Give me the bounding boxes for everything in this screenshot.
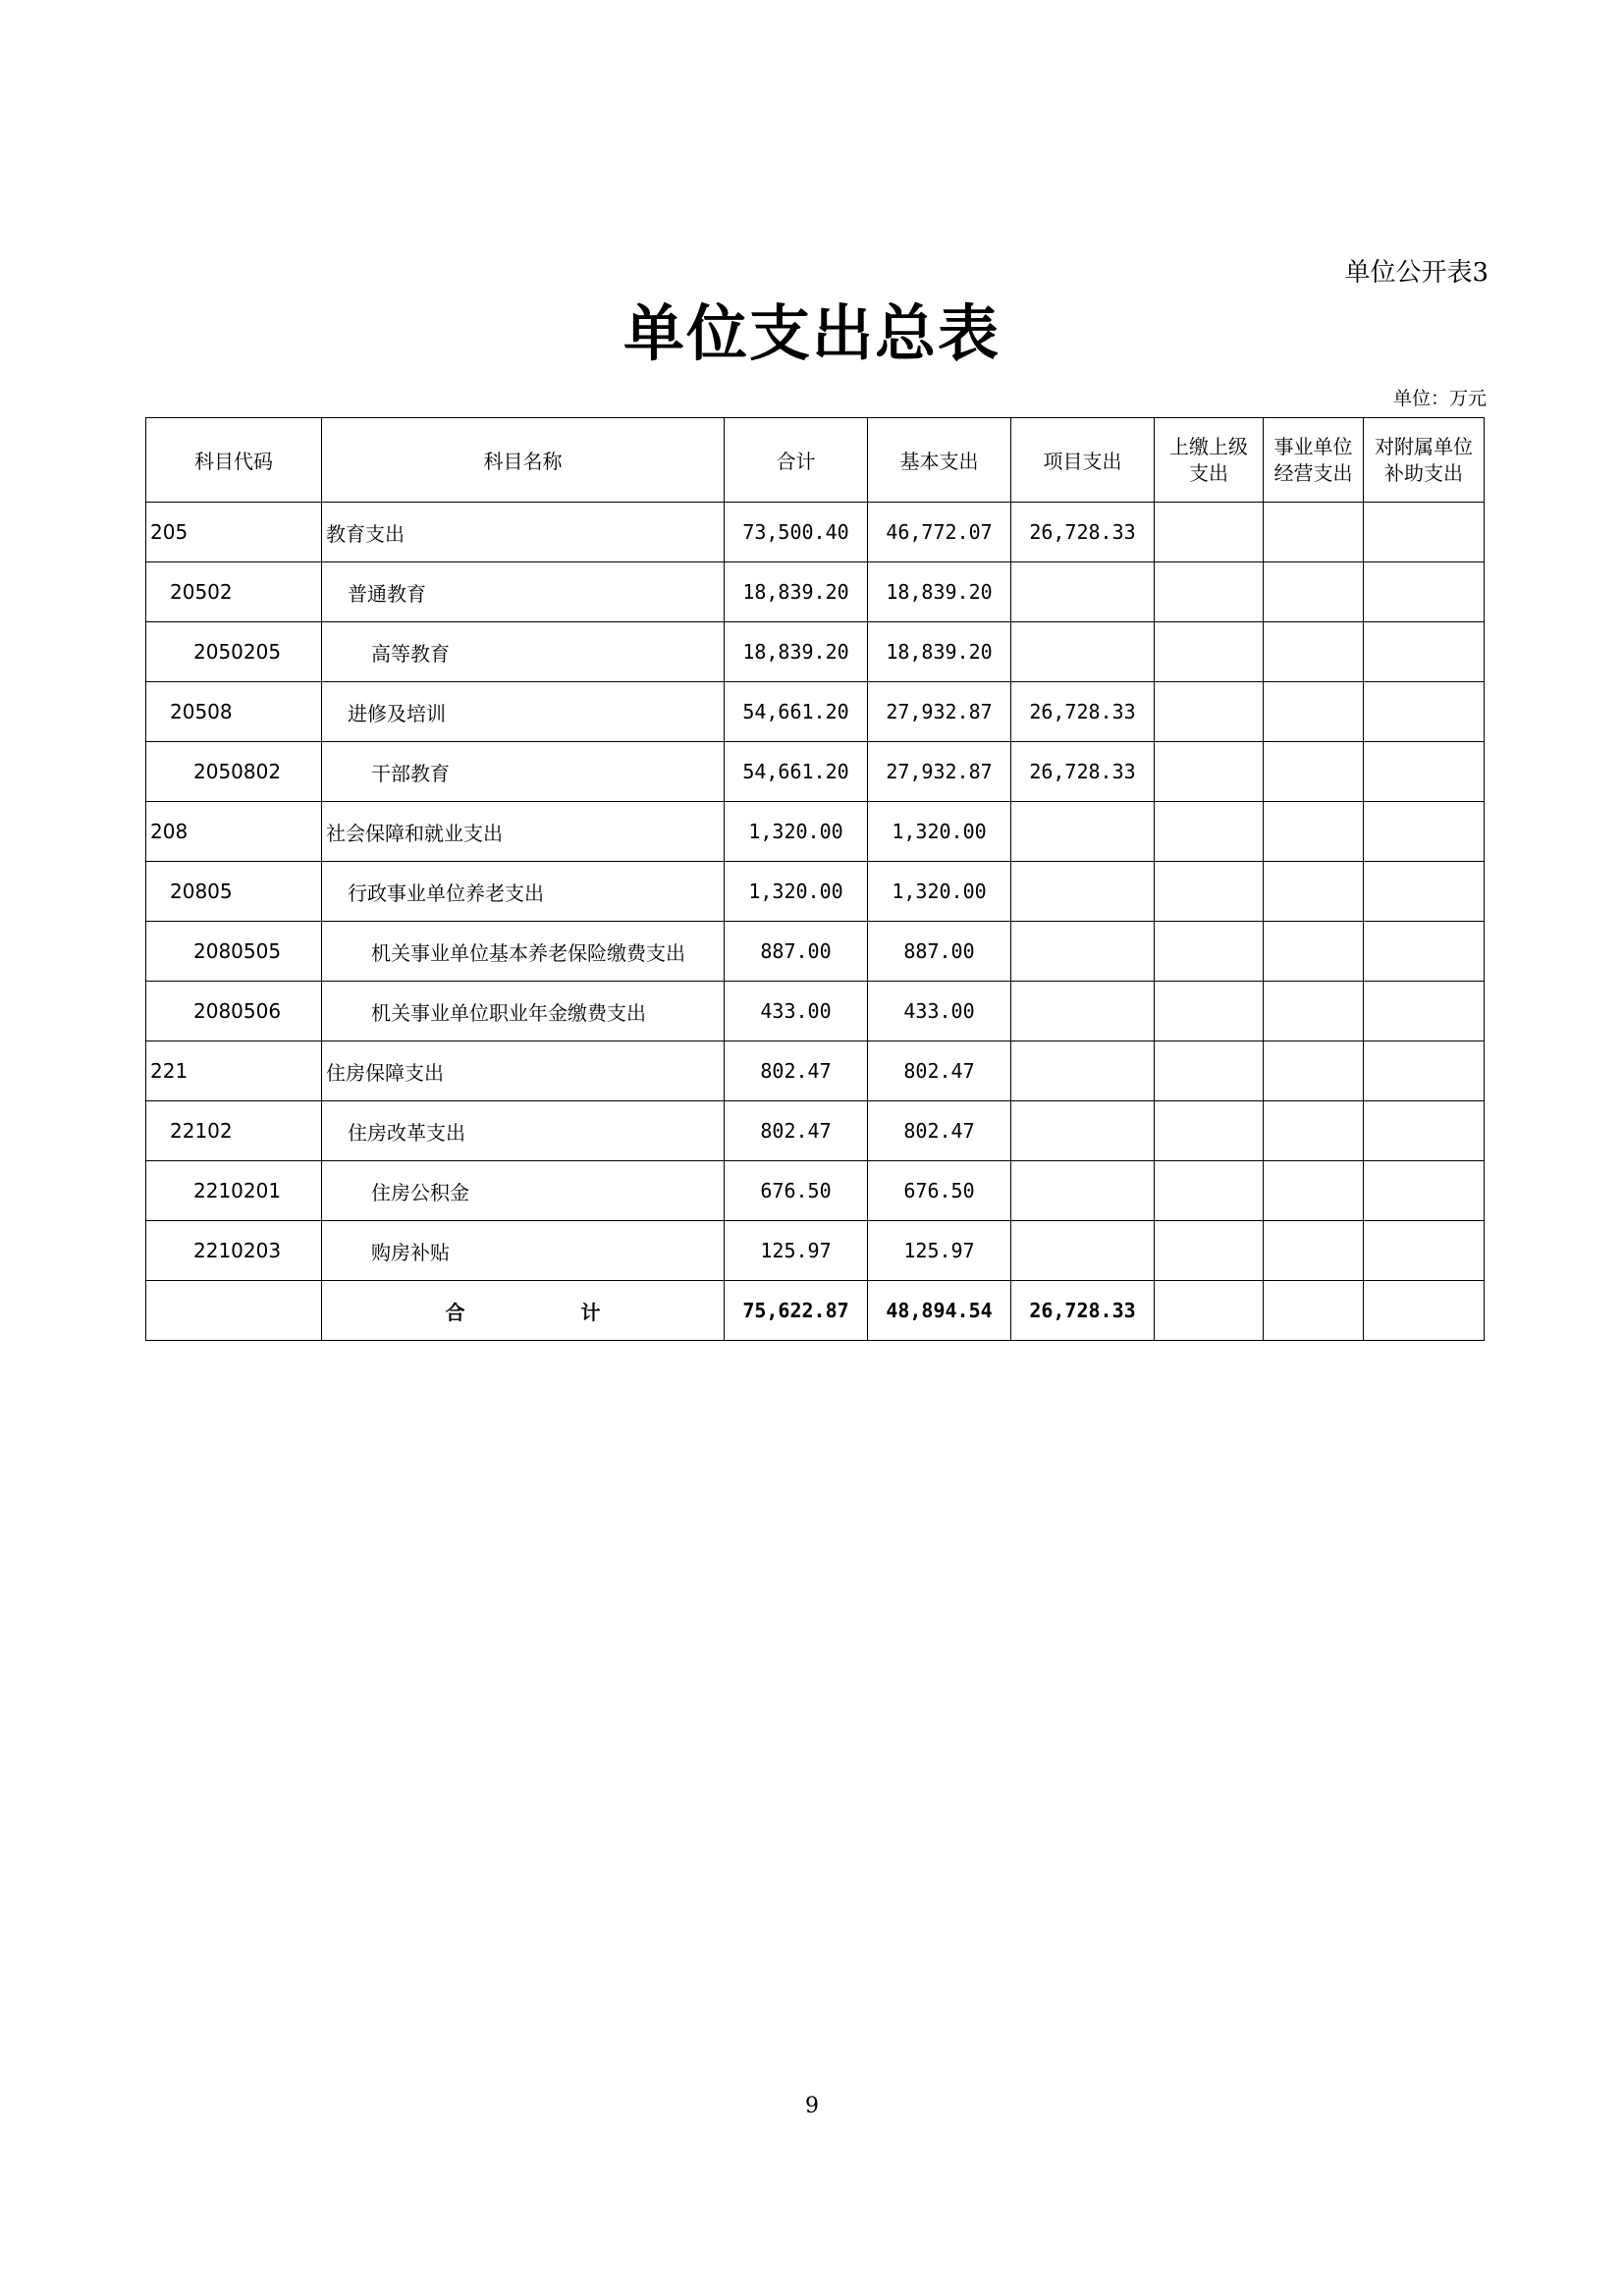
cell-name: 购房补贴 <box>322 1221 725 1281</box>
cell-basic: 125.97 <box>868 1221 1011 1281</box>
cell-code: 2080505 <box>146 922 322 982</box>
header-subsidy: 对附属单位 补助支出 <box>1364 418 1485 503</box>
cell-name: 教育支出 <box>322 503 725 562</box>
cell-upper <box>1155 622 1264 682</box>
cell-code: 2210201 <box>146 1161 322 1221</box>
cell-name: 机关事业单位基本养老保险缴费支出 <box>322 922 725 982</box>
cell-project <box>1011 1161 1155 1221</box>
cell-project: 26,728.33 <box>1011 742 1155 802</box>
cell-subsidy <box>1364 682 1485 742</box>
cell-business <box>1264 862 1364 922</box>
cell-upper <box>1155 1101 1264 1161</box>
cell-business <box>1264 982 1364 1041</box>
expenditure-table <box>145 417 1485 1341</box>
cell-code: 2210203 <box>146 1221 322 1281</box>
cell-subsidy <box>1364 742 1485 802</box>
cell-business <box>1264 1101 1364 1161</box>
total-cell-basic: 48,894.54 <box>868 1281 1011 1341</box>
table-row <box>146 1101 1485 1161</box>
cell-total: 676.50 <box>725 1161 868 1221</box>
unit-label: 单位：万元 <box>1392 388 1487 409</box>
cell-basic: 27,932.87 <box>868 742 1011 802</box>
total-cell-code <box>146 1281 322 1341</box>
table-row <box>146 682 1485 742</box>
cell-subsidy <box>1364 802 1485 862</box>
cell-total: 125.97 <box>725 1221 868 1281</box>
header-code: 科目代码 <box>146 418 322 503</box>
cell-upper <box>1155 862 1264 922</box>
cell-code: 208 <box>146 802 322 862</box>
cell-basic: 802.47 <box>868 1101 1011 1161</box>
cell-code: 221 <box>146 1041 322 1101</box>
cell-business <box>1264 503 1364 562</box>
cell-code: 2050802 <box>146 742 322 802</box>
cell-code: 20502 <box>146 562 322 622</box>
cell-code: 2050205 <box>146 622 322 682</box>
cell-business <box>1264 622 1364 682</box>
cell-basic: 887.00 <box>868 922 1011 982</box>
cell-total: 54,661.20 <box>725 682 868 742</box>
cell-total: 73,500.40 <box>725 503 868 562</box>
cell-subsidy <box>1364 922 1485 982</box>
cell-name: 进修及培训 <box>322 682 725 742</box>
cell-business <box>1264 1161 1364 1221</box>
cell-project <box>1011 562 1155 622</box>
cell-upper <box>1155 562 1264 622</box>
cell-business <box>1264 1221 1364 1281</box>
cell-subsidy <box>1364 982 1485 1041</box>
cell-name: 住房保障支出 <box>322 1041 725 1101</box>
cell-code: 2080506 <box>146 982 322 1041</box>
total-row <box>146 1281 1485 1341</box>
cell-total: 802.47 <box>725 1041 868 1101</box>
cell-project <box>1011 862 1155 922</box>
table-row <box>146 1161 1485 1221</box>
cell-project <box>1011 1101 1155 1161</box>
cell-basic: 27,932.87 <box>868 682 1011 742</box>
table-row <box>146 622 1485 682</box>
cell-total: 54,661.20 <box>725 742 868 802</box>
cell-upper <box>1155 1161 1264 1221</box>
page-title: 单位支出总表 <box>623 297 1001 369</box>
header-basic: 基本支出 <box>868 418 1011 503</box>
total-cell-business <box>1264 1281 1364 1341</box>
cell-upper <box>1155 1041 1264 1101</box>
cell-code: 20805 <box>146 862 322 922</box>
header-name: 科目名称 <box>322 418 725 503</box>
cell-subsidy <box>1364 1221 1485 1281</box>
table-row <box>146 862 1485 922</box>
header-total: 合计 <box>725 418 868 503</box>
cell-basic: 1,320.00 <box>868 802 1011 862</box>
total-cell-subsidy <box>1364 1281 1485 1341</box>
cell-name: 住房改革支出 <box>322 1101 725 1161</box>
cell-name: 行政事业单位养老支出 <box>322 862 725 922</box>
cell-total: 433.00 <box>725 982 868 1041</box>
cell-code: 22102 <box>146 1101 322 1161</box>
cell-total: 1,320.00 <box>725 862 868 922</box>
cell-upper <box>1155 1221 1264 1281</box>
cell-subsidy <box>1364 862 1485 922</box>
cell-business <box>1264 922 1364 982</box>
cell-upper <box>1155 982 1264 1041</box>
cell-code: 205 <box>146 503 322 562</box>
cell-project <box>1011 922 1155 982</box>
header-business: 事业单位 经营支出 <box>1264 418 1364 503</box>
cell-basic: 802.47 <box>868 1041 1011 1101</box>
cell-upper <box>1155 802 1264 862</box>
table-row <box>146 1221 1485 1281</box>
header-project: 项目支出 <box>1011 418 1155 503</box>
cell-project <box>1011 802 1155 862</box>
cell-basic: 18,839.20 <box>868 562 1011 622</box>
cell-name: 住房公积金 <box>322 1161 725 1221</box>
cell-name: 普通教育 <box>322 562 725 622</box>
cell-total: 18,839.20 <box>725 622 868 682</box>
total-cell-upper <box>1155 1281 1264 1341</box>
cell-project: 26,728.33 <box>1011 503 1155 562</box>
cell-project <box>1011 622 1155 682</box>
table-row <box>146 742 1485 802</box>
page-number: 9 <box>805 2094 819 2118</box>
cell-code: 20508 <box>146 682 322 742</box>
cell-subsidy <box>1364 1041 1485 1101</box>
cell-name: 机关事业单位职业年金缴费支出 <box>322 982 725 1041</box>
table-row <box>146 802 1485 862</box>
cell-basic: 46,772.07 <box>868 503 1011 562</box>
header-upper: 上缴上级 支出 <box>1155 418 1264 503</box>
cell-subsidy <box>1364 1101 1485 1161</box>
cell-project <box>1011 982 1155 1041</box>
table-row <box>146 982 1485 1041</box>
cell-upper <box>1155 742 1264 802</box>
cell-total: 802.47 <box>725 1101 868 1161</box>
cell-basic: 1,320.00 <box>868 862 1011 922</box>
cell-business <box>1264 682 1364 742</box>
table-row <box>146 562 1485 622</box>
cell-upper <box>1155 682 1264 742</box>
table-label: 单位公开表3 <box>1344 258 1489 288</box>
cell-business <box>1264 1041 1364 1101</box>
cell-subsidy <box>1364 1161 1485 1221</box>
total-cell-project: 26,728.33 <box>1011 1281 1155 1341</box>
cell-upper <box>1155 922 1264 982</box>
table-row <box>146 1041 1485 1101</box>
cell-name: 社会保障和就业支出 <box>322 802 725 862</box>
total-cell-total: 75,622.87 <box>725 1281 868 1341</box>
table-header-row <box>146 418 1485 503</box>
cell-project <box>1011 1041 1155 1101</box>
cell-total: 887.00 <box>725 922 868 982</box>
cell-subsidy <box>1364 622 1485 682</box>
cell-business <box>1264 742 1364 802</box>
cell-business <box>1264 562 1364 622</box>
cell-name: 干部教育 <box>322 742 725 802</box>
cell-total: 1,320.00 <box>725 802 868 862</box>
cell-project: 26,728.33 <box>1011 682 1155 742</box>
cell-subsidy <box>1364 503 1485 562</box>
cell-basic: 18,839.20 <box>868 622 1011 682</box>
cell-project <box>1011 1221 1155 1281</box>
table-row <box>146 922 1485 982</box>
cell-subsidy <box>1364 562 1485 622</box>
cell-upper <box>1155 503 1264 562</box>
table-row <box>146 503 1485 562</box>
cell-basic: 433.00 <box>868 982 1011 1041</box>
cell-basic: 676.50 <box>868 1161 1011 1221</box>
cell-total: 18,839.20 <box>725 562 868 622</box>
total-label: 合计 <box>322 1281 725 1341</box>
cell-name: 高等教育 <box>322 622 725 682</box>
cell-business <box>1264 802 1364 862</box>
